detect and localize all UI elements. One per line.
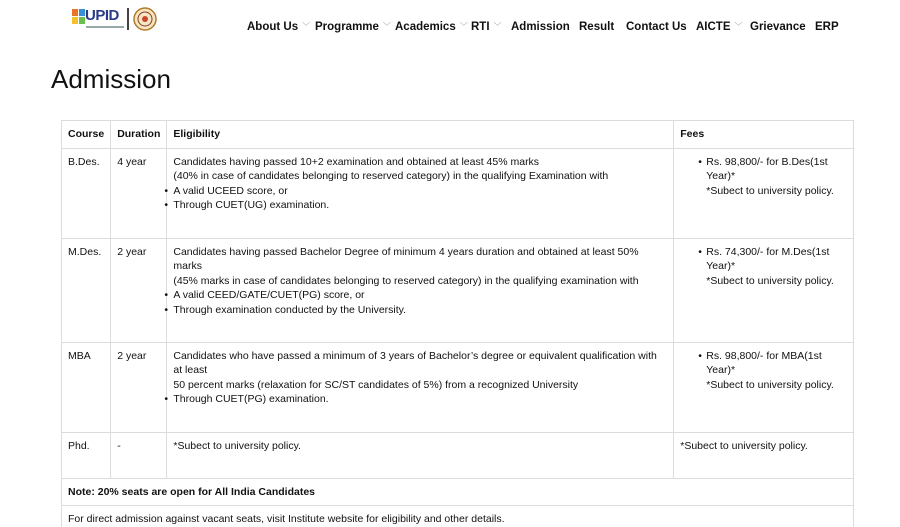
col-header-course: Course: [62, 121, 111, 149]
eligibility-text: Candidates having passed Bachelor Degree of minimum 4 years duration and obtained at least 50% marks: [173, 245, 639, 272]
table-header-row: [62, 121, 854, 149]
duration-cell: -: [111, 432, 167, 478]
fee-note: *Subect to university policy.: [706, 274, 834, 287]
nav-programme[interactable]: Programme ﹀: [315, 21, 391, 33]
eligibility-text: Candidates having passed 10+2 examination and obtained at least 45% marks: [173, 155, 540, 168]
col-header-duration: Duration: [111, 121, 167, 149]
fees-cell: [674, 342, 854, 432]
chevron-down-icon: ﹀: [493, 21, 502, 31]
eligibility-text: 50 percent marks (relaxation for SC/ST candidates of 5%) from a recognized University: [173, 378, 579, 391]
table-row: [62, 342, 854, 432]
table-note-row: [62, 478, 854, 506]
table-row: [62, 432, 854, 478]
logo-text: UPID: [85, 7, 119, 24]
course-cell: M.Des.: [62, 238, 111, 342]
university-seal-icon: [133, 7, 157, 31]
eligibility-cell: *Subect to university policy.: [167, 432, 674, 478]
eligibility-bullet: • Through CUET(UG) examination.: [173, 198, 667, 213]
eligibility-cell: [167, 342, 674, 432]
nav-erp[interactable]: ERP: [815, 21, 839, 33]
admission-table: [61, 120, 854, 527]
nav-contact-us[interactable]: Contact Us: [626, 21, 687, 33]
chevron-down-icon: ﹀: [382, 21, 391, 31]
site-header: [0, 0, 900, 52]
col-header-fees: Fees: [674, 121, 854, 149]
fees-cell: [674, 148, 854, 238]
logo-divider: [127, 8, 129, 30]
col-header-eligibility: Eligibility: [167, 121, 674, 149]
site-logo[interactable]: [72, 6, 158, 34]
logo-mark-icon: [72, 9, 86, 25]
course-cell: B.Des.: [62, 148, 111, 238]
eligibility-cell: [167, 238, 674, 342]
eligibility-text: Candidates who have passed a minimum of 3 years of Bachelor’s degree or equivalent qualification with at least: [173, 349, 657, 376]
eligibility-cell: [167, 148, 674, 238]
nav-about-us[interactable]: About Us ﹀: [247, 21, 311, 33]
fees-cell: *Subect to university policy.: [674, 432, 854, 478]
seats-note: Note: 20% seats are open for All India Candidates: [62, 478, 854, 506]
fee-note: *Subect to university policy.: [706, 378, 834, 391]
eligibility-bullet: • Through CUET(PG) examination.: [173, 392, 667, 407]
eligibility-text: (40% in case of candidates belonging to reserved category) in the qualifying Examination with: [173, 170, 609, 182]
chevron-down-icon: ﹀: [459, 21, 468, 31]
eligibility-bullet: • A valid UCEED score, or: [173, 184, 667, 199]
nav-rti[interactable]: RTI ﹀: [471, 21, 502, 33]
chevron-down-icon: ﹀: [302, 21, 311, 31]
table-row: [62, 148, 854, 238]
logo-tagline-line: [86, 26, 124, 28]
page-title: Admission: [51, 64, 171, 94]
chevron-down-icon: ﹀: [734, 21, 743, 31]
table-row: [62, 238, 854, 342]
fees-cell: [674, 238, 854, 342]
nav-admission[interactable]: Admission: [511, 21, 570, 33]
course-cell: Phd.: [62, 432, 111, 478]
nav-aicte[interactable]: AICTE ﹀: [696, 21, 743, 33]
fee-amount: • Rs. 74,300/- for M.Des(1st Year)* *Subect to university policy.: [706, 245, 847, 289]
eligibility-bullet: • A valid CEED/GATE/CUET(PG) score, or: [173, 288, 667, 303]
nav-result[interactable]: Result: [579, 21, 615, 33]
table-footer-row: [62, 506, 854, 527]
duration-cell: 2 year: [111, 342, 167, 432]
nav-grievance[interactable]: Grievance: [750, 21, 806, 33]
duration-cell: 4 year: [111, 148, 167, 238]
eligibility-bullet: • Through examination conducted by the University.: [173, 303, 667, 318]
course-cell: MBA: [62, 342, 111, 432]
direct-admission-note: For direct admission against vacant seats, visit Institute website for eligibility and other details.: [62, 506, 854, 527]
fee-note: *Subect to university policy.: [706, 184, 834, 197]
nav-academics[interactable]: Academics ﹀: [395, 21, 468, 33]
fee-amount: • Rs. 98,800/- for B.Des(1st Year)* *Subect to university policy.: [706, 155, 847, 199]
duration-cell: 2 year: [111, 238, 167, 342]
fee-amount: • Rs. 98,800/- for MBA(1st Year)* *Subect to university policy.: [706, 349, 847, 393]
eligibility-text: (45% marks in case of candidates belonging to reserved category) in the qualifying examination with: [173, 274, 639, 287]
